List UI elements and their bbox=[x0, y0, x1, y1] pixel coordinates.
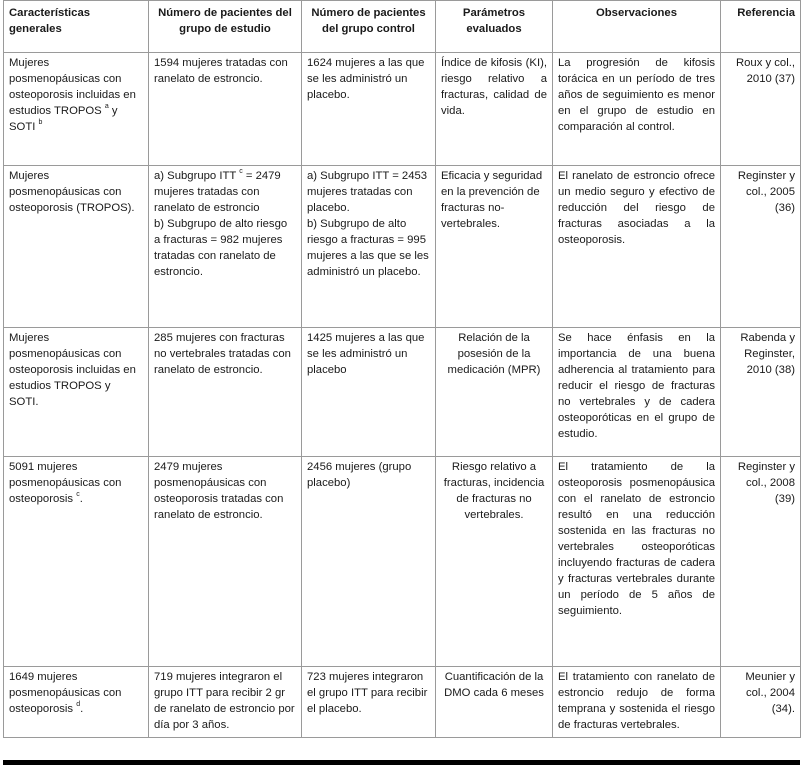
cell-caracteristicas: Mujeres posmenopáusicas con osteoporosis incluidas en estudios TROPOS y SOTI. bbox=[4, 328, 149, 457]
subgroup-b: b) Subgrupo de alto riesgo a fracturas = 982 mujeres tratadas con ranelato de estroncio. bbox=[154, 218, 288, 278]
footnote-marker: c bbox=[239, 168, 243, 175]
cell-referencia: Roux y col., 2010 (37) bbox=[721, 53, 801, 166]
cell-referencia: Rabenda y Reginster, 2010 (38) bbox=[721, 328, 801, 457]
table-row bbox=[4, 667, 801, 738]
cell-pacientes-estudio: 1594 mujeres tratadas con ranelato de estroncio. bbox=[149, 53, 302, 166]
cell-pacientes-estudio: 2479 mujeres posmenopáusicas con osteoporosis tratadas con ranelato de estroncio. bbox=[149, 457, 302, 667]
cell-observaciones: El tratamiento con ranelato de estroncio redujo de forma temprana y sostenida el riesgo de fracturas vertebrales. bbox=[553, 667, 721, 738]
cell-text: y SOTI bbox=[9, 105, 118, 133]
footnote-marker: c bbox=[76, 491, 80, 498]
cell-referencia: Reginster y col., 2005 (36) bbox=[721, 166, 801, 328]
header-referencia: Referencia bbox=[721, 1, 801, 53]
cell-text: a) Subgrupo ITT bbox=[154, 170, 240, 182]
cell-parametros: Cuantificación de la DMO cada 6 meses bbox=[436, 667, 553, 738]
cell-observaciones: La progresión de kifosis torácica en un período de tres años de seguimiento es menor en el grupo de estudio en comparación al control. bbox=[553, 53, 721, 166]
cell-referencia: Meunier y col., 2004 (34). bbox=[721, 667, 801, 738]
cell-pacientes-control: 723 mujeres integraron el grupo ITT para recibir el placebo. bbox=[302, 667, 436, 738]
cell-text: = 2479 mujeres tratadas con ranelato de estroncio bbox=[154, 170, 281, 214]
cell-text: . bbox=[79, 493, 83, 505]
cell-pacientes-estudio bbox=[149, 166, 302, 328]
cell-observaciones: Se hace énfasis en la importancia de una buena adherencia al tratamiento para reducir el riesgo de fracturas no vertebrales y de cadera osteoporóticas en el grupo de estudio. bbox=[553, 328, 721, 457]
table-row bbox=[4, 457, 801, 667]
cell-pacientes-control bbox=[302, 166, 436, 328]
subgroup-a: a) Subgrupo ITT = 2453 mujeres tratadas con placebo. bbox=[307, 170, 428, 214]
subgroup-b: b) Subgrupo de alto riesgo a fracturas = 995 mujeres a las que se les administró un placebo. bbox=[307, 218, 429, 278]
table-body bbox=[4, 53, 801, 738]
cell-text: Mujeres posmenopáusicas con osteoporosis incluidas en estudios TROPOS bbox=[9, 57, 136, 117]
table-row bbox=[4, 328, 801, 457]
cell-caracteristicas: Mujeres posmenopáusicas con osteoporosis (TROPOS). bbox=[4, 166, 149, 328]
cell-pacientes-control: 1624 mujeres a las que se les administró un placebo. bbox=[302, 53, 436, 166]
cell-pacientes-control: 2456 mujeres (grupo placebo) bbox=[302, 457, 436, 667]
studies-table bbox=[3, 0, 801, 738]
cell-observaciones: El tratamiento de la osteoporosis posmenopáusica con el ranelato de estroncio resultó en una reducción sostenida en las fracturas no vertebrales osteoporóticas incluyendo fracturas de cadera y fracturas vertebrales durante un período de 5 años de seguimiento. bbox=[553, 457, 721, 667]
cell-pacientes-estudio: 719 mujeres integraron el grupo ITT para recibir 2 gr de ranelato de estroncio por día por 3 años. bbox=[149, 667, 302, 738]
table-row bbox=[4, 166, 801, 328]
header-caracteristicas: Características generales bbox=[4, 1, 149, 53]
cell-text: . bbox=[80, 703, 84, 715]
cell-pacientes-control: 1425 mujeres a las que se les administró un placebo bbox=[302, 328, 436, 457]
cell-parametros: Relación de la posesión de la medicación (MPR) bbox=[436, 328, 553, 457]
footnote-marker: a bbox=[104, 103, 109, 110]
subgroup-a bbox=[154, 168, 296, 216]
header-observaciones: Observaciones bbox=[553, 1, 721, 53]
cell-parametros: Eficacia y seguridad en la prevención de fracturas no-vertebrales. bbox=[436, 166, 553, 328]
cell-caracteristicas bbox=[4, 53, 149, 166]
cell-caracteristicas bbox=[4, 457, 149, 667]
header-pacientes-control: Número de pacientes del grupo control bbox=[302, 1, 436, 53]
footnote-marker: b bbox=[38, 119, 43, 126]
cell-text: 5091 mujeres posmenopáusicas con osteoporosis bbox=[9, 461, 122, 505]
cell-observaciones: El ranelato de estroncio ofrece un medio seguro y efectivo de reducción del riesgo de fracturas asociadas a la osteoporosis. bbox=[553, 166, 721, 328]
cell-caracteristicas bbox=[4, 667, 149, 738]
header-parametros: Parámetros evaluados bbox=[436, 1, 553, 53]
table-row bbox=[4, 53, 801, 166]
cell-referencia: Reginster y col., 2008 (39) bbox=[721, 457, 801, 667]
footnote-marker: d bbox=[76, 701, 81, 708]
cell-parametros: Índice de kifosis (KI), riesgo relativo a fracturas, calidad de vida. bbox=[436, 53, 553, 166]
table-header bbox=[4, 1, 801, 53]
cell-pacientes-estudio: 285 mujeres con fracturas no vertebrales tratadas con ranelato de estroncio. bbox=[149, 328, 302, 457]
table-bottom-border bbox=[3, 760, 800, 765]
header-row bbox=[4, 1, 801, 53]
cell-parametros: Riesgo relativo a fracturas, incidencia de fracturas no vertebrales. bbox=[436, 457, 553, 667]
header-pacientes-estudio: Número de pacientes del grupo de estudio bbox=[149, 1, 302, 53]
cell-text: 1649 mujeres posmenopáusicas con osteoporosis bbox=[9, 671, 122, 715]
